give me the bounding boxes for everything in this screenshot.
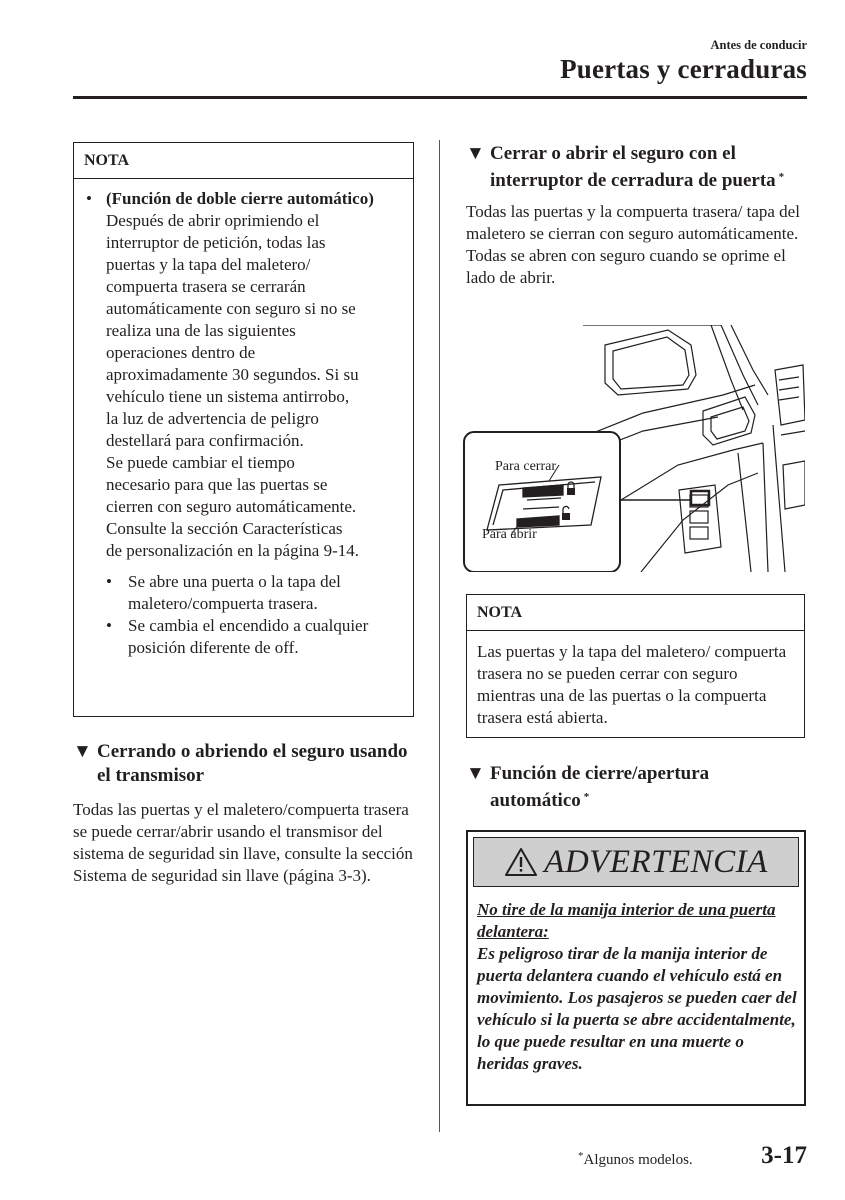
note-box-door-open <box>466 594 805 738</box>
paragraph-transmitter: Todas las puertas y el maletero/compuerta trasera se puede cerrar/abrir usando el transmisor del sistema de seguridad sin llave, consulte la sección Sistema de seguridad sin llave (página 3-3). <box>73 800 413 885</box>
bullet-line: aproximadamente 30 segundos. Si su <box>106 365 359 384</box>
door-lock-switch-illustration <box>463 325 805 572</box>
warning-header <box>473 837 799 887</box>
bullet-line: vehículo tiene un sistema antirrobo, <box>106 387 350 406</box>
bullet-line: interruptor de petición, todas las <box>106 233 326 252</box>
footnote <box>578 1150 693 1169</box>
warning-triangle-icon <box>504 847 538 877</box>
sub-item-text: Se cambia el encendido a cualquier posición diferente de off. <box>128 616 369 657</box>
asterisk-icon: * <box>778 170 785 183</box>
bullet-line: destellará para confirmación. <box>106 431 304 450</box>
bullet-line: automáticamente con seguro si no se <box>106 299 356 318</box>
bullet-line: la luz de advertencia de peligro <box>106 409 319 428</box>
label-to-lock: Para cerrar <box>495 459 557 474</box>
bullet-heading: (Función de doble cierre automático) <box>106 189 374 208</box>
sub-list-item <box>86 615 406 659</box>
bullet-line: cierren con seguro automáticamente. <box>106 497 357 516</box>
warning-box <box>466 830 806 1106</box>
bullet-line: Se puede cambiar el tiempo <box>106 453 295 472</box>
bullet-line: compuerta trasera se cerrarán <box>106 277 306 296</box>
asterisk-icon: * <box>583 790 590 803</box>
page-number: 3-17 <box>761 1142 807 1169</box>
bullet-icon: • <box>106 616 112 635</box>
paragraph-text: Todas se abren con seguro cuando se oprime el lado de abrir. <box>466 246 786 287</box>
bullet-line: necesario para que las puertas se <box>106 475 328 494</box>
note-bullet <box>86 188 406 562</box>
column-divider <box>439 140 440 1132</box>
note-box-double-lock <box>73 142 414 717</box>
sub-list-item <box>86 571 406 615</box>
bullet-icon: • <box>86 189 92 208</box>
section-heading-transmitter <box>73 740 413 787</box>
bullet-line: operaciones dentro de <box>106 343 256 362</box>
bullet-line: realiza una de las siguientes <box>106 321 296 340</box>
note-title: NOTA <box>74 143 413 179</box>
section-heading-door-lock-switch <box>466 142 806 192</box>
heading-text: Cerrar o abrir el seguro con el interruptor de cerradura de puerta <box>490 143 776 191</box>
paragraph-text: Todas las puertas y la compuerta trasera/ tapa del maletero se cierran con seguro automáticamente. <box>466 202 800 243</box>
warning-body <box>477 899 797 1075</box>
section-label: Antes de conducir <box>710 38 807 52</box>
heading-text-wrap <box>466 762 806 812</box>
bullet-icon: • <box>106 572 112 591</box>
warning-title: ADVERTENCIA <box>544 843 768 880</box>
triangle-down-icon: ▼ <box>466 143 485 164</box>
warning-text: Es peligroso tirar de la manija interior de puerta delantera cuando el vehículo está en movimiento. Los pasajeros se pueden caer del vehículo si la puerta se abre accidentalmente, lo que puede resultar en una muerte o heridas graves. <box>477 944 797 1073</box>
section-heading-auto-lock <box>466 762 806 812</box>
heading-text-wrap <box>466 142 806 192</box>
note-body: Las puertas y la tapa del maletero/ compuerta trasera no se pueden cerrar con seguro mientras una de las puertas o la compuerta trasera está abierta. <box>477 642 787 727</box>
page-title: Puertas y cerraduras <box>560 54 807 84</box>
heading-text: Cerrando o abriendo el seguro usando el transmisor <box>97 741 408 786</box>
bullet-line: Después de abrir oprimiendo el <box>106 211 320 230</box>
footnote-text: Algunos modelos. <box>583 1152 693 1168</box>
bullet-line: Consulte la sección Características <box>106 519 343 538</box>
note-body <box>86 188 406 659</box>
warning-subheading: No tire de la manija interior de una puerta delantera: <box>477 900 776 941</box>
heading-text: Función de cierre/apertura automático <box>490 763 710 811</box>
bullet-line: puertas y la tapa del maletero/ <box>106 255 311 274</box>
triangle-down-icon: ▼ <box>73 741 92 762</box>
note-title: NOTA <box>467 595 804 631</box>
triangle-down-icon: ▼ <box>466 763 485 784</box>
paragraph-door-lock-switch <box>466 201 806 289</box>
bullet-line: de personalización en la página 9-14. <box>106 541 360 560</box>
label-to-unlock: Para abrir <box>482 527 537 542</box>
header-rule <box>73 96 807 99</box>
asterisk-icon: * <box>578 1150 584 1162</box>
sub-item-text: Se abre una puerta o la tapa del maletero/compuerta trasera. <box>128 572 341 613</box>
